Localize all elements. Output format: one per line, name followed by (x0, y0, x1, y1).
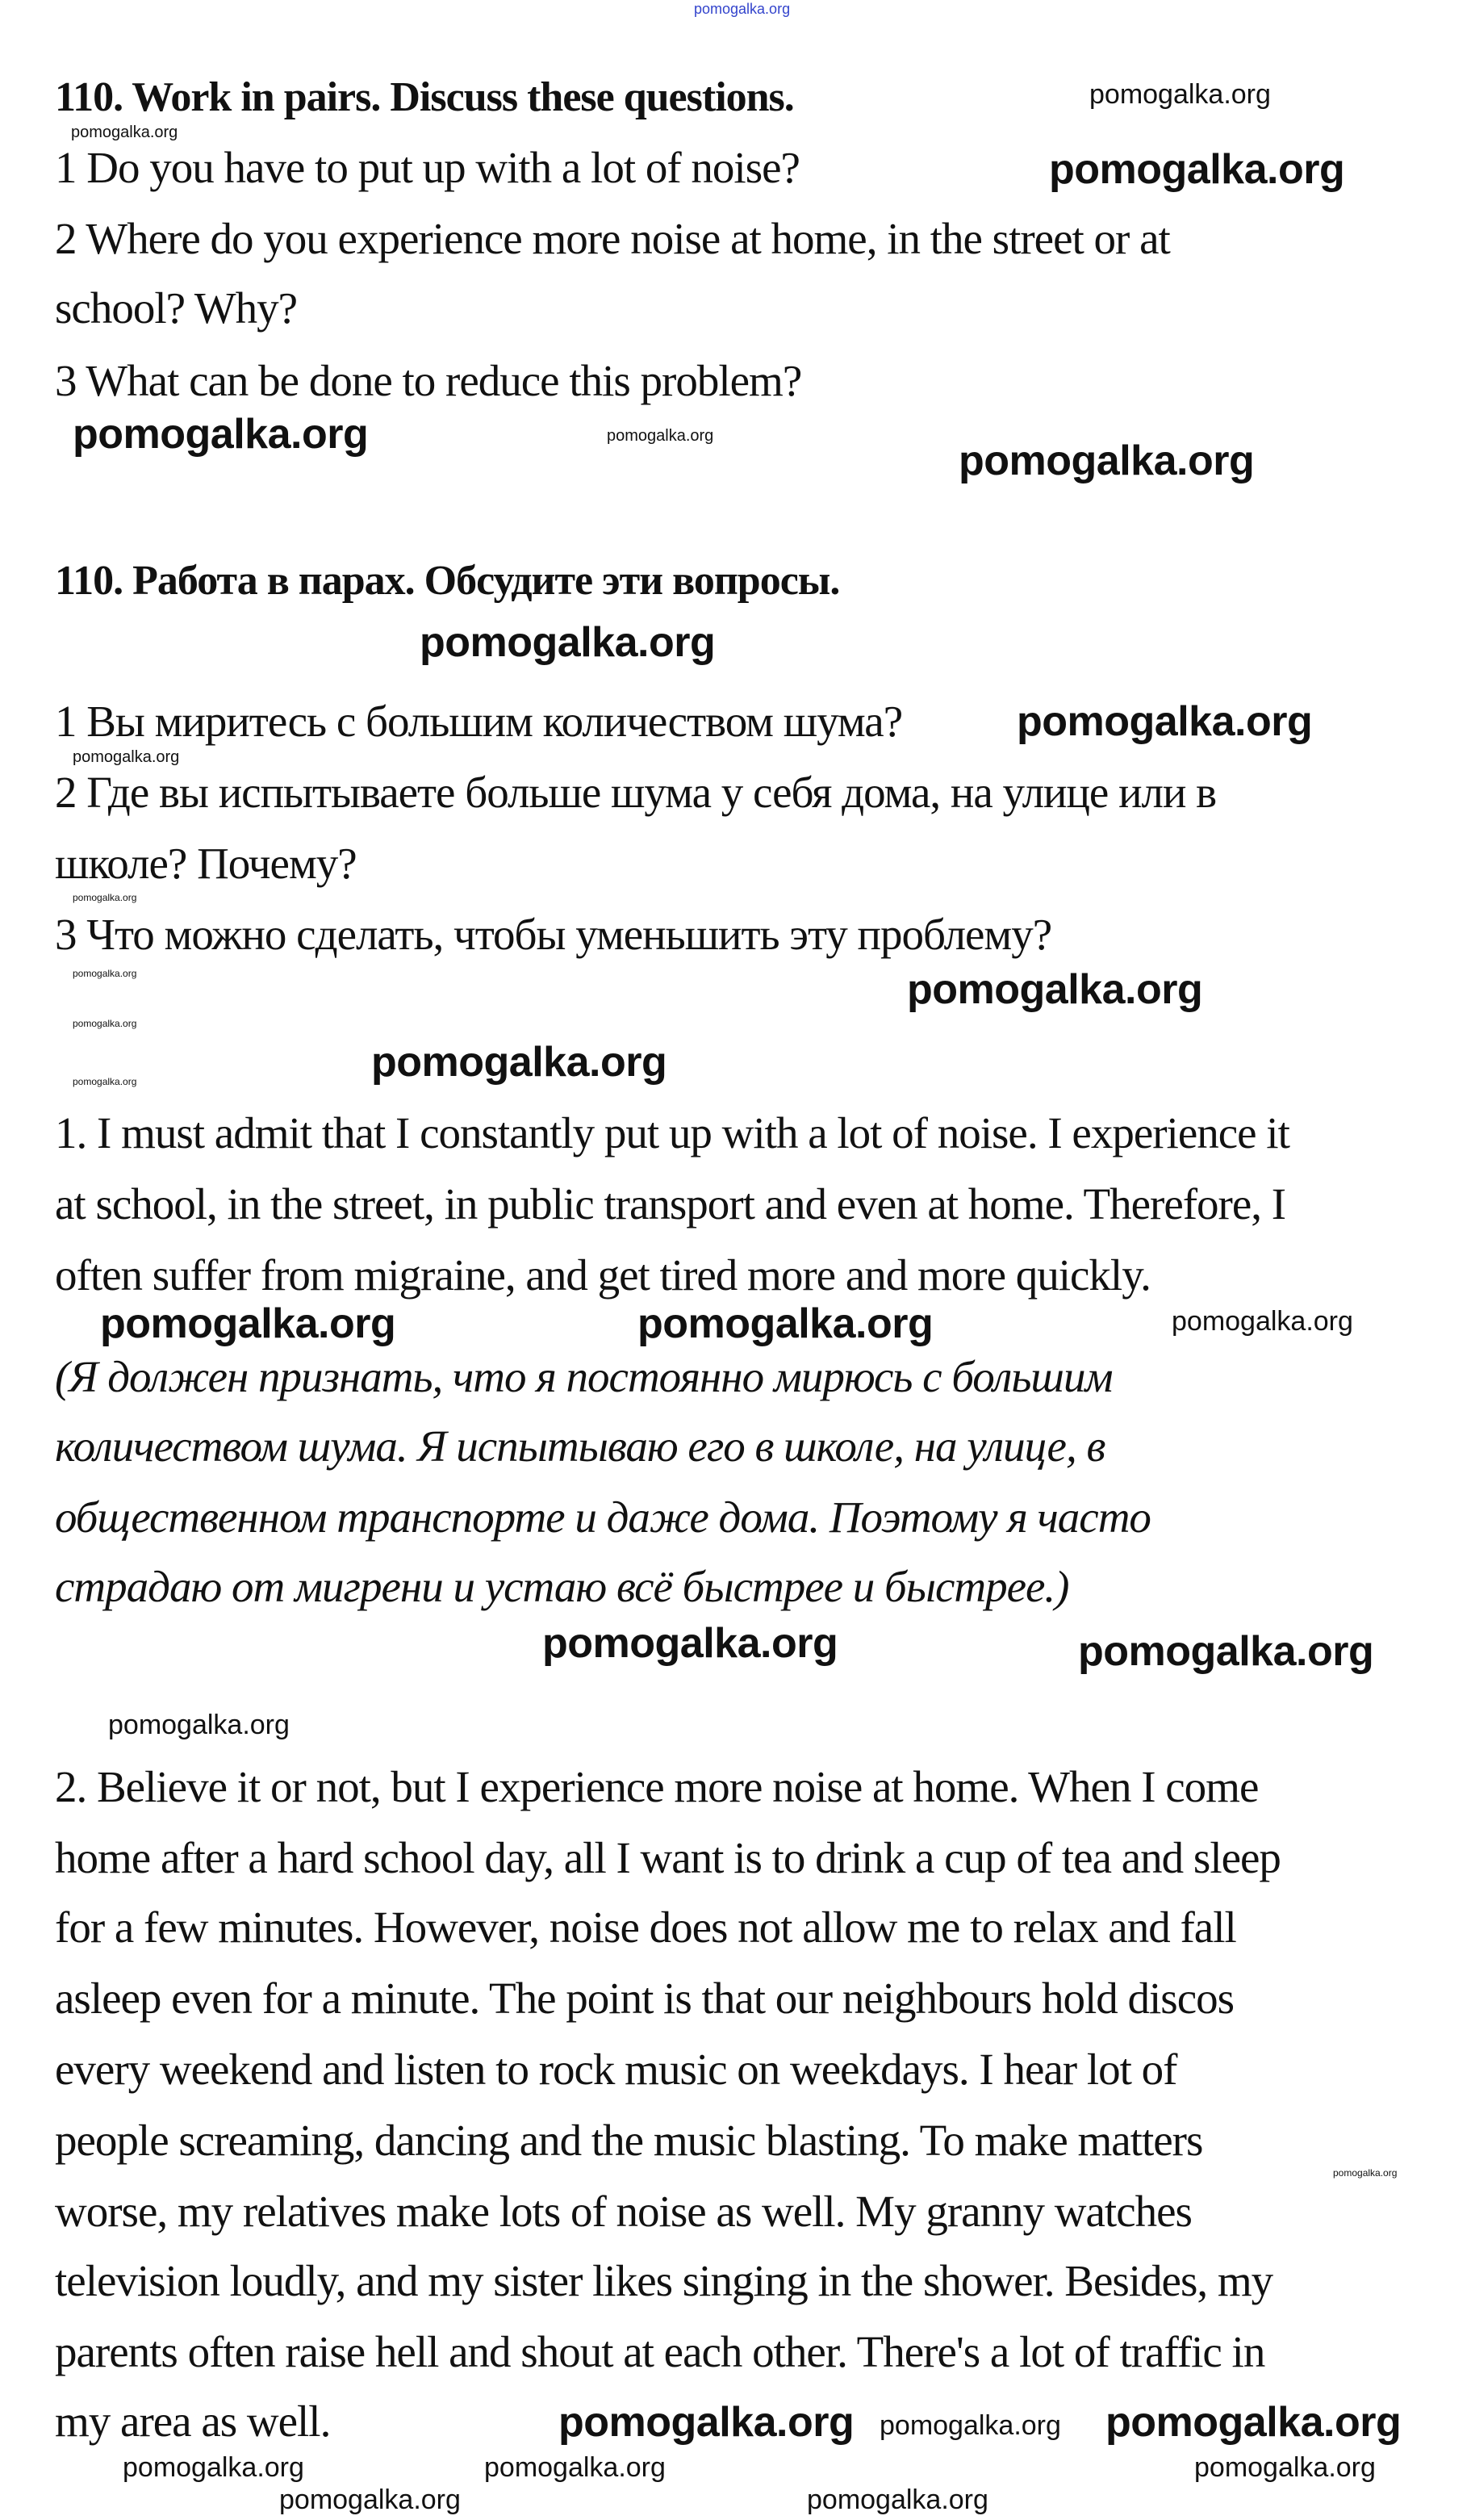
watermark: pomogalka.org (1078, 1628, 1374, 1675)
task-heading-en: 110. Work in pairs. Discuss these questions. (55, 74, 794, 120)
answer-2-line: television loudly, and my sister likes singing in the shower. Besides, my (55, 2256, 1273, 2305)
watermark: pomogalka.org (907, 966, 1203, 1013)
answer-1-translation-line: страдаю от мигрени и устаю всё быстрее и быстрее.) (55, 1562, 1069, 1611)
task-heading-ru: 110. Работа в парах. Обсудите эти вопросы. (55, 558, 840, 604)
answer-2-line: my area as well. (55, 2397, 331, 2446)
watermark: pomogalka.org (607, 427, 714, 445)
answer-2-line: 2. Believe it or not, but I experience more noise at home. When I come (55, 1762, 1259, 1811)
answer-2-line: every weekend and listen to rock music on weekdays. I hear lot of (55, 2045, 1177, 2094)
watermark: pomogalka.org (108, 1710, 290, 1740)
watermark: pomogalka.org (1017, 698, 1313, 745)
question-line: 2 Where do you experience more noise at home, in the street or at (55, 214, 1170, 263)
watermark: pomogalka.org (420, 619, 716, 666)
watermark: pomogalka.org (371, 1039, 667, 1086)
question-line-ru: 1 Вы миритесь с большим количеством шума? (55, 697, 903, 746)
watermark: pomogalka.org (1105, 2399, 1402, 2446)
watermark: pomogalka.org (807, 2484, 988, 2515)
watermark: pomogalka.org (484, 2452, 666, 2483)
watermark: pomogalka.org (73, 1076, 137, 1087)
watermark: pomogalka.org (1089, 79, 1271, 110)
answer-2-line: people screaming, dancing and the music blasting. To make matters (55, 2116, 1203, 2165)
answer-1-line: at school, in the street, in public transport and even at home. Therefore, I (55, 1179, 1286, 1229)
watermark: pomogalka.org (880, 2410, 1061, 2441)
watermark: pomogalka.org (1194, 2452, 1376, 2483)
question-line-ru: 3 Что можно сделать, чтобы уменьшить эту проблему? (55, 910, 1052, 959)
watermark: pomogalka.org (1333, 2167, 1398, 2179)
answer-2-line: worse, my relatives make lots of noise as well. My granny watches (55, 2187, 1192, 2236)
answer-1-translation-line: общественном транспорте и даже дома. Поэтому я часто (55, 1492, 1151, 1542)
question-line-ru: школе? Почему? (55, 839, 357, 888)
watermark: pomogalka.org (959, 437, 1255, 484)
watermark: pomogalka.org (1172, 1306, 1353, 1337)
answer-2-line: for a few minutes. However, noise does not allow me to relax and fall (55, 1903, 1236, 1952)
answer-1-translation-line: (Я должен признать, что я постоянно мирюсь с большим (55, 1352, 1113, 1401)
watermark-top: pomogalka.org (694, 1, 791, 17)
answer-2-line: parents often raise hell and shout at each other. There's a lot of traffic in (55, 2327, 1265, 2376)
watermark: pomogalka.org (542, 1620, 838, 1667)
watermark: pomogalka.org (123, 2452, 304, 2483)
watermark: pomogalka.org (1049, 146, 1345, 193)
watermark: pomogalka.org (73, 411, 369, 458)
answer-2-line: home after a hard school day, all I want is to drink a cup of tea and sleep (55, 1833, 1281, 1882)
answer-1-line: often suffer from migraine, and get tired more and more quickly. (55, 1250, 1151, 1300)
answer-2-line: asleep even for a minute. The point is that our neighbours hold discos (55, 1974, 1235, 2023)
watermark: pomogalka.org (637, 1300, 934, 1347)
question-line-ru: 2 Где вы испытываете больше шума у себя дома, на улице или в (55, 768, 1217, 817)
watermark: pomogalka.org (73, 968, 137, 979)
watermark: pomogalka.org (100, 1300, 396, 1347)
question-line: 1 Do you have to put up with a lot of noise? (55, 143, 800, 192)
watermark: pomogalka.org (279, 2484, 461, 2515)
answer-1-translation-line: количеством шума. Я испытываю его в школе, на улице, в (55, 1421, 1105, 1471)
watermark: pomogalka.org (73, 1018, 137, 1029)
watermark: pomogalka.org (73, 748, 180, 766)
answer-1-line: 1. I must admit that I constantly put up with a lot of noise. I experience it (55, 1108, 1289, 1157)
watermark: pomogalka.org (558, 2399, 855, 2446)
question-line: 3 What can be done to reduce this problem? (55, 356, 802, 405)
watermark: pomogalka.org (73, 892, 137, 903)
question-line: school? Why? (55, 283, 298, 333)
watermark: pomogalka.org (71, 123, 178, 141)
